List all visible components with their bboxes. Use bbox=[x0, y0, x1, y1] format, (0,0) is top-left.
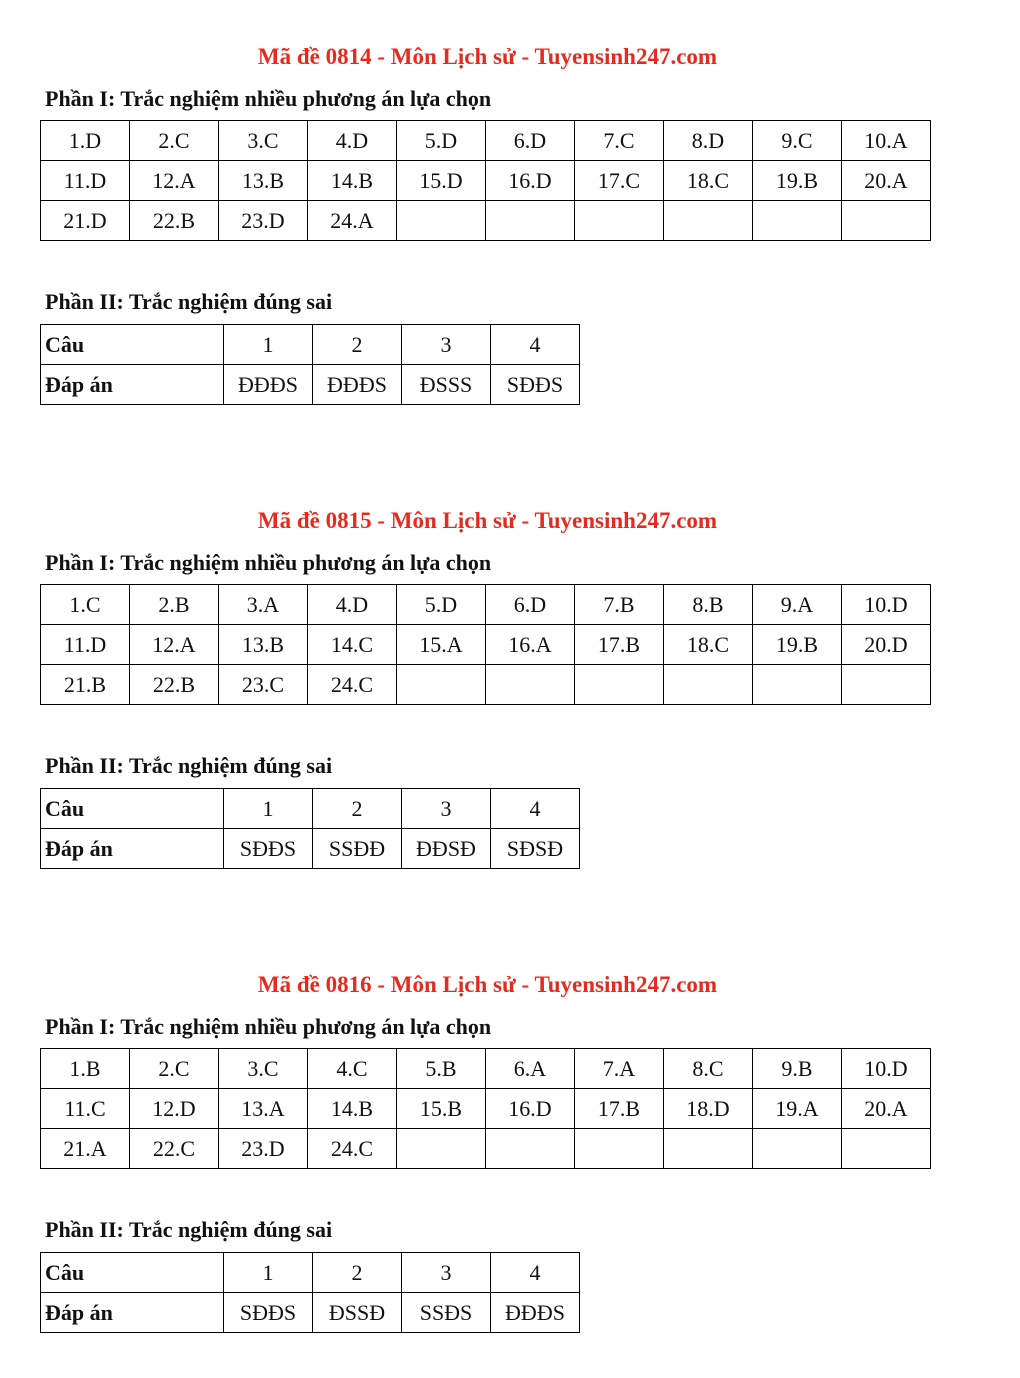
answer-cell: 19.A bbox=[753, 1089, 842, 1129]
answer-cell: 22.B bbox=[130, 201, 219, 241]
answer-cell: 3.C bbox=[219, 1049, 308, 1089]
answer-label: Đáp án bbox=[41, 365, 224, 405]
answer-cell bbox=[842, 201, 931, 241]
answer-label: Đáp án bbox=[41, 829, 224, 869]
part2-answer-table bbox=[40, 788, 580, 869]
table-row bbox=[41, 201, 931, 241]
answer-cell: 13.B bbox=[219, 625, 308, 665]
answer-cell: 7.A bbox=[575, 1049, 664, 1089]
answer-cell: 12.A bbox=[130, 625, 219, 665]
answer-cell: 2.C bbox=[130, 121, 219, 161]
question-number: 4 bbox=[491, 789, 580, 829]
answer-cell bbox=[397, 665, 486, 705]
answer-cell bbox=[664, 665, 753, 705]
answer-cell: 9.B bbox=[753, 1049, 842, 1089]
answer-cell bbox=[664, 201, 753, 241]
answer-cell: 12.D bbox=[130, 1089, 219, 1129]
answer-cell: 9.A bbox=[753, 585, 842, 625]
question-number: 1 bbox=[224, 325, 313, 365]
part1-answer-table bbox=[40, 120, 931, 241]
question-number: 3 bbox=[402, 789, 491, 829]
answer-cell: 5.B bbox=[397, 1049, 486, 1089]
answer-cell: 2.C bbox=[130, 1049, 219, 1089]
answer-cell: 9.C bbox=[753, 121, 842, 161]
answer-cell: 19.B bbox=[753, 625, 842, 665]
question-label: Câu bbox=[41, 325, 224, 365]
answer-cell: 21.B bbox=[41, 665, 130, 705]
part2-heading: Phần II: Trắc nghiệm đúng sai bbox=[45, 753, 333, 778]
exam-title: Mã đề 0814 - Môn Lịch sử - Tuyensinh247.com bbox=[257, 44, 718, 69]
part2-answer-table bbox=[40, 324, 580, 405]
answer-cell: 14.B bbox=[308, 161, 397, 201]
table-row bbox=[41, 121, 931, 161]
answer-cell: SĐĐS bbox=[224, 829, 313, 869]
answer-cell: 20.A bbox=[842, 161, 931, 201]
answer-label: Đáp án bbox=[41, 1293, 224, 1333]
answer-cell: 16.D bbox=[486, 1089, 575, 1129]
question-number: 3 bbox=[402, 1253, 491, 1293]
answer-cell: 11.C bbox=[41, 1089, 130, 1129]
part1-heading: Phần I: Trắc nghiệm nhiều phương án lựa chọn bbox=[45, 86, 492, 111]
answer-cell: ĐSSĐ bbox=[313, 1293, 402, 1333]
table-row bbox=[41, 161, 931, 201]
answer-cell: 1.D bbox=[41, 121, 130, 161]
answer-cell: 6.A bbox=[486, 1049, 575, 1089]
answer-cell: 18.D bbox=[664, 1089, 753, 1129]
part1-heading: Phần I: Trắc nghiệm nhiều phương án lựa chọn bbox=[45, 550, 492, 575]
answer-cell: ĐĐĐS bbox=[224, 365, 313, 405]
answer-cell: 11.D bbox=[41, 625, 130, 665]
question-number: 2 bbox=[313, 325, 402, 365]
answer-cell: 13.A bbox=[219, 1089, 308, 1129]
answer-cell: 20.D bbox=[842, 625, 931, 665]
answer-cell: 21.A bbox=[41, 1129, 130, 1169]
part1-answer-table bbox=[40, 1048, 931, 1169]
answer-cell bbox=[486, 201, 575, 241]
answer-cell: 19.B bbox=[753, 161, 842, 201]
answer-cell: 4.D bbox=[308, 121, 397, 161]
question-label: Câu bbox=[41, 789, 224, 829]
answer-cell: ĐĐĐS bbox=[313, 365, 402, 405]
answer-cell bbox=[397, 201, 486, 241]
answer-cell: ĐSSS bbox=[402, 365, 491, 405]
answer-cell: 23.D bbox=[219, 201, 308, 241]
answer-cell: 20.A bbox=[842, 1089, 931, 1129]
table-row bbox=[41, 1129, 931, 1169]
table-row bbox=[41, 365, 580, 405]
answer-cell: 16.D bbox=[486, 161, 575, 201]
part1-heading: Phần I: Trắc nghiệm nhiều phương án lựa chọn bbox=[45, 1014, 492, 1039]
answer-cell bbox=[664, 1129, 753, 1169]
answer-cell: 5.D bbox=[397, 121, 486, 161]
answer-cell: 8.C bbox=[664, 1049, 753, 1089]
answer-cell: 10.D bbox=[842, 585, 931, 625]
table-row bbox=[41, 829, 580, 869]
answer-cell: 3.C bbox=[219, 121, 308, 161]
answer-cell bbox=[575, 201, 664, 241]
answer-cell: 14.C bbox=[308, 625, 397, 665]
answer-cell: 14.B bbox=[308, 1089, 397, 1129]
answer-cell: 15.A bbox=[397, 625, 486, 665]
answer-cell: 16.A bbox=[486, 625, 575, 665]
answer-cell: 23.D bbox=[219, 1129, 308, 1169]
exam-title: Mã đề 0815 - Môn Lịch sử - Tuyensinh247.com bbox=[257, 508, 718, 533]
answer-cell: 24.A bbox=[308, 201, 397, 241]
table-row bbox=[41, 789, 580, 829]
answer-cell: 4.D bbox=[308, 585, 397, 625]
part2-heading: Phần II: Trắc nghiệm đúng sai bbox=[45, 289, 333, 314]
answer-cell: 15.D bbox=[397, 161, 486, 201]
answer-cell bbox=[397, 1129, 486, 1169]
answer-cell: 17.B bbox=[575, 1089, 664, 1129]
answer-cell: 10.D bbox=[842, 1049, 931, 1089]
question-number: 2 bbox=[313, 789, 402, 829]
answer-cell: 8.D bbox=[664, 121, 753, 161]
answer-cell bbox=[753, 1129, 842, 1169]
answer-cell: 8.B bbox=[664, 585, 753, 625]
answer-cell bbox=[753, 201, 842, 241]
answer-cell: ĐĐĐS bbox=[491, 1293, 580, 1333]
answer-cell: SĐSĐ bbox=[491, 829, 580, 869]
answer-cell: 6.D bbox=[486, 585, 575, 625]
question-number: 4 bbox=[491, 325, 580, 365]
answer-cell: 17.B bbox=[575, 625, 664, 665]
answer-cell: 11.D bbox=[41, 161, 130, 201]
question-number: 1 bbox=[224, 1253, 313, 1293]
answer-cell: 18.C bbox=[664, 625, 753, 665]
answer-cell: 1.B bbox=[41, 1049, 130, 1089]
answer-cell: 1.C bbox=[41, 585, 130, 625]
answer-cell: 23.C bbox=[219, 665, 308, 705]
answer-cell: 5.D bbox=[397, 585, 486, 625]
answer-cell bbox=[575, 1129, 664, 1169]
question-number: 4 bbox=[491, 1253, 580, 1293]
question-number: 2 bbox=[313, 1253, 402, 1293]
question-number: 3 bbox=[402, 325, 491, 365]
answer-cell: SĐĐS bbox=[224, 1293, 313, 1333]
answer-cell: 15.B bbox=[397, 1089, 486, 1129]
exam-title: Mã đề 0816 - Môn Lịch sử - Tuyensinh247.com bbox=[257, 972, 718, 997]
answer-cell: 3.A bbox=[219, 585, 308, 625]
table-row bbox=[41, 1049, 931, 1089]
table-row bbox=[41, 1253, 580, 1293]
table-row bbox=[41, 1089, 931, 1129]
answer-cell bbox=[486, 1129, 575, 1169]
part2-heading: Phần II: Trắc nghiệm đúng sai bbox=[45, 1217, 333, 1242]
answer-cell: 17.C bbox=[575, 161, 664, 201]
answer-cell: 18.C bbox=[664, 161, 753, 201]
question-label: Câu bbox=[41, 1253, 224, 1293]
answer-cell: 13.B bbox=[219, 161, 308, 201]
answer-cell: 22.C bbox=[130, 1129, 219, 1169]
part1-answer-table bbox=[40, 584, 931, 705]
answer-cell: 21.D bbox=[41, 201, 130, 241]
answer-cell: 7.B bbox=[575, 585, 664, 625]
answer-cell: 22.B bbox=[130, 665, 219, 705]
answer-cell bbox=[753, 665, 842, 705]
answer-cell: 4.C bbox=[308, 1049, 397, 1089]
answer-cell bbox=[575, 665, 664, 705]
answer-cell: 6.D bbox=[486, 121, 575, 161]
answer-cell: SSĐS bbox=[402, 1293, 491, 1333]
question-number: 1 bbox=[224, 789, 313, 829]
answer-cell bbox=[486, 665, 575, 705]
answer-cell: 10.A bbox=[842, 121, 931, 161]
answer-cell: 7.C bbox=[575, 121, 664, 161]
answer-cell: 12.A bbox=[130, 161, 219, 201]
answer-cell: 24.C bbox=[308, 665, 397, 705]
table-row bbox=[41, 625, 931, 665]
answer-cell: SĐĐS bbox=[491, 365, 580, 405]
answer-cell: 24.C bbox=[308, 1129, 397, 1169]
table-row bbox=[41, 585, 931, 625]
part2-answer-table bbox=[40, 1252, 580, 1333]
answer-cell: SSĐĐ bbox=[313, 829, 402, 869]
table-row bbox=[41, 325, 580, 365]
answer-cell bbox=[842, 1129, 931, 1169]
answer-cell: ĐĐSĐ bbox=[402, 829, 491, 869]
answer-cell bbox=[842, 665, 931, 705]
table-row bbox=[41, 1293, 580, 1333]
answer-cell: 2.B bbox=[130, 585, 219, 625]
table-row bbox=[41, 665, 931, 705]
